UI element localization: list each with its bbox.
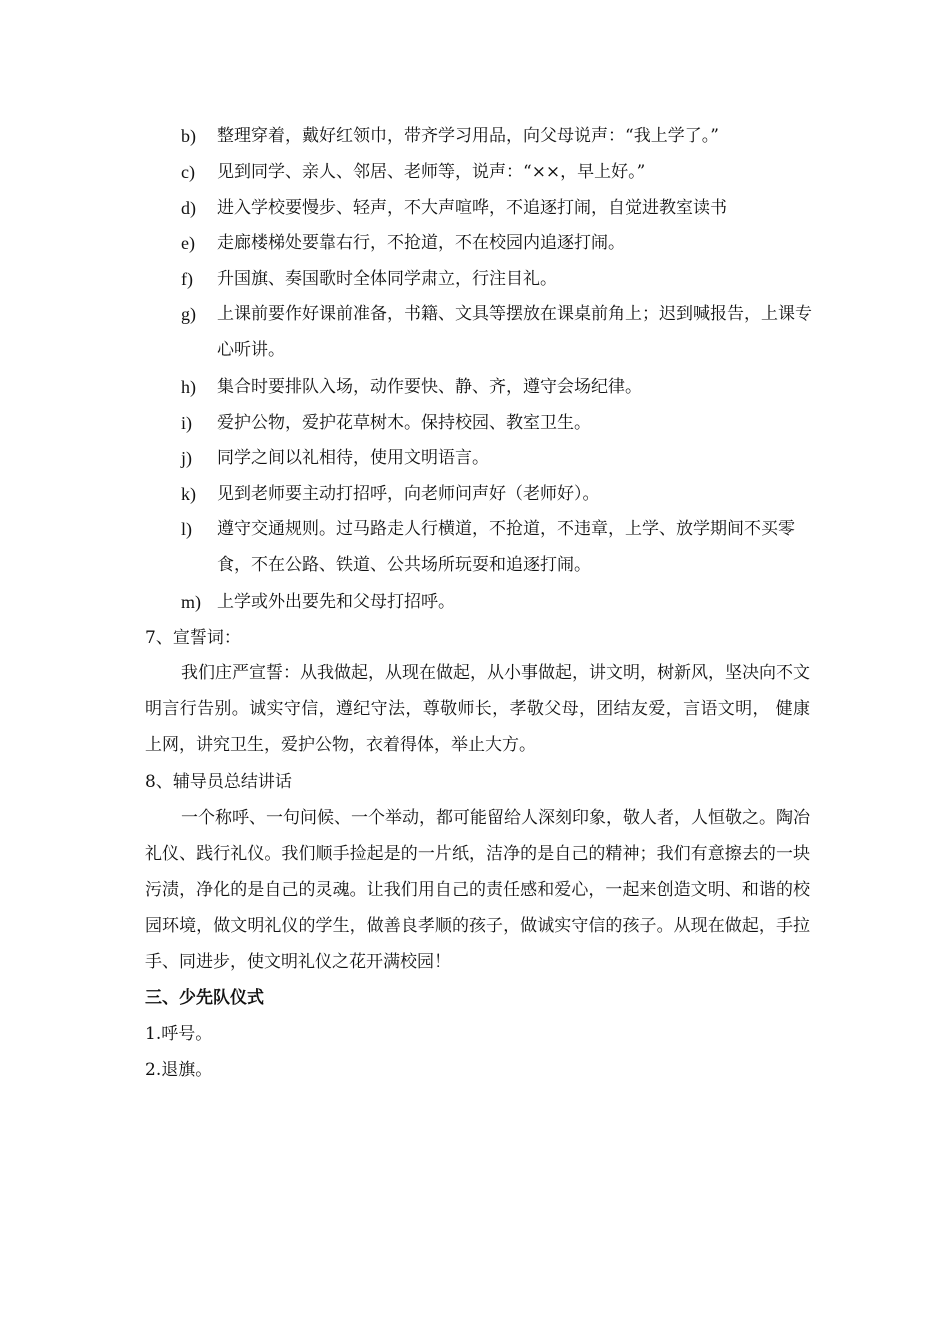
list-marker: k) [181, 484, 196, 504]
list-text: 进入学校要慢步、轻声，不大声喧哗，不追逐打闹，自觉进教室读书 [217, 198, 727, 218]
list-item [181, 190, 821, 226]
list-item [181, 261, 821, 297]
section-8-heading: 8、辅导员总结讲话 [145, 772, 292, 792]
list-text: 爱护公物，爱护花草树木。保持校园、教室卫生。 [217, 413, 591, 433]
list-item [181, 118, 821, 154]
ceremony-item: 2.退旗。 [145, 1060, 213, 1080]
list-text: 走廊楼梯处要靠右行，不抢道，不在校园内追逐打闹。 [217, 233, 625, 253]
ceremony-item: 1.呼号。 [145, 1024, 213, 1044]
list-item [181, 405, 821, 441]
list-item [181, 511, 821, 583]
list-marker: h) [181, 377, 196, 397]
list-item [181, 296, 821, 368]
list-marker: j) [181, 448, 192, 468]
list-text: 集合时要排队入场，动作要快、静、齐，遵守会场纪律。 [217, 377, 642, 397]
list-text: 同学之间以礼相待，使用文明语言。 [217, 448, 489, 468]
list-item [181, 369, 821, 405]
list-text: 上课前要作好课前准备，书籍、文具等摆放在课桌前角上；迟到喊报告，上课专心听讲。 [217, 304, 812, 360]
list-text: 遵守交通规则。过马路走人行横道，不抢道，不违章，上学、放学期间不买零食，不在公路、铁道、公共场所玩耍和追逐打闹。 [217, 519, 795, 575]
list-marker: g) [181, 304, 196, 324]
list-text: 见到老师要主动打招呼，向老师问声好（老师好）。 [217, 484, 600, 504]
list-item [181, 154, 821, 190]
list-text: 整理穿着，戴好红领巾，带齐学习用品，向父母说声：“我上学了。” [217, 126, 719, 146]
list-item [181, 440, 821, 476]
section-7-heading: 7、宣誓词： [145, 628, 241, 648]
list-marker: i) [181, 413, 192, 433]
list-marker: m) [181, 592, 201, 612]
list-item [181, 584, 821, 620]
list-item [181, 225, 821, 261]
list-marker: c) [181, 162, 195, 182]
summary-paragraph: 一个称呼、一句问候、一个举动，都可能留给人深刻印象，敬人者，人恒敬之。陶冶礼仪、践行礼仪。我们顺手捡起是的一片纸，洁净的是自己的精神；我们有意擦去的一块污渍，净化的是自己的灵魂。让我们用自己的责任感和爱心，一起来创造文明、和谐的校园环境，做文明礼仪的学生，做善良孝顺的孩子，做诚实守信的孩子。从现在做起，手拉手、同进步，使文明礼仪之花开满校园！ [145, 808, 810, 972]
list-marker: d) [181, 198, 196, 218]
list-marker: e) [181, 233, 195, 253]
section-3-heading: 三、少先队仪式 [145, 988, 264, 1008]
list-text: 升国旗、奏国歌时全体同学肃立，行注目礼。 [217, 269, 557, 289]
list-text: 见到同学、亲人、邻居、老师等，说声：“××，早上好。” [217, 162, 646, 182]
list-text: 上学或外出要先和父母打招呼。 [217, 592, 455, 612]
oath-paragraph: 我们庄严宣誓：从我做起，从现在做起，从小事做起，讲文明，树新风，坚决向不文明言行告别。诚实守信，遵纪守法，尊敬师长，孝敬父母，团结友爱，言语文明， 健康上网，讲究卫生，爱护公物，衣着得体，举止大方。 [145, 663, 810, 755]
list-item [181, 476, 821, 512]
list-marker: f) [181, 269, 193, 289]
list-marker: l) [181, 519, 192, 539]
list-marker: b) [181, 126, 196, 146]
